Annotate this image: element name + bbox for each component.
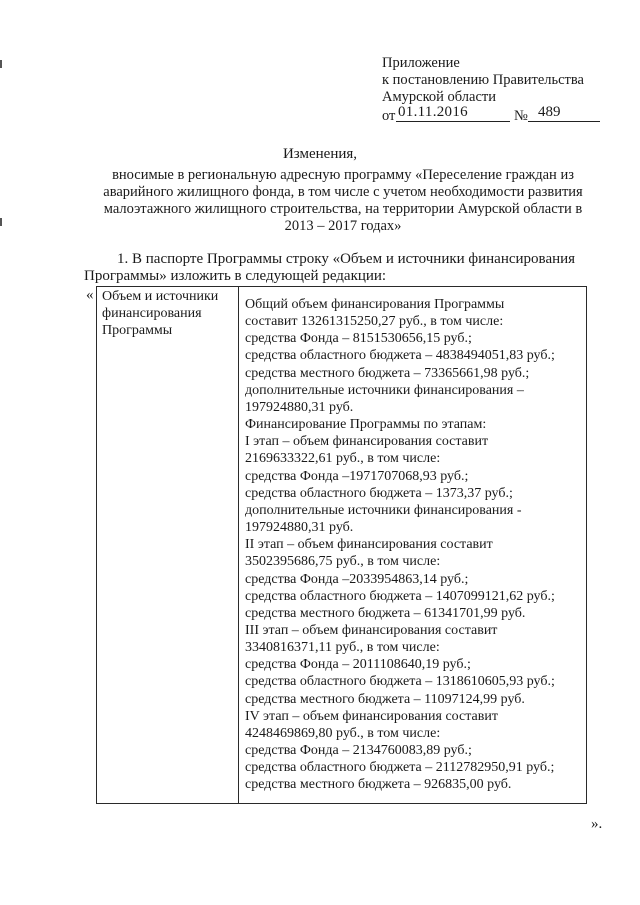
appendix-date-row	[382, 106, 622, 126]
paragraph-line: Программы» изложить в следующей редакции:	[84, 268, 387, 284]
decree-number: 489	[528, 103, 600, 122]
funding-line: 197924880,31 руб.	[245, 520, 354, 536]
funding-line: средства Фонда –1971707068,93 руб.;	[245, 468, 469, 484]
appendix-line: Амурской области	[382, 89, 496, 105]
appendix-line: Приложение	[382, 55, 460, 71]
funding-line: Финансирование Программы по этапам:	[245, 417, 487, 433]
funding-line: IV этап – объем финансирования составит	[245, 708, 498, 724]
funding-line: средства Фонда –2033954863,14 руб.;	[245, 571, 469, 587]
funding-line: составит 13261315250,27 руб., в том числе:	[245, 314, 504, 330]
funding-line: II этап – объем финансирования составит	[245, 537, 493, 553]
row-header-line: Программы	[102, 323, 173, 338]
document-subtitle	[78, 167, 608, 235]
funding-line: 197924880,31 руб.	[245, 399, 354, 415]
closing-quote: ».	[591, 816, 603, 832]
funding-line: 3502395686,75 руб., в том числе:	[245, 554, 441, 570]
opening-quote: «	[86, 287, 94, 303]
funding-line: средства областного бюджета – 1318610605,93 руб.;	[245, 674, 555, 690]
subtitle-line: аварийного жилищного фонда, в том числе с учетом необходимости развития	[103, 184, 583, 200]
funding-line: I этап – объем финансирования составит	[245, 434, 489, 450]
appendix-block	[382, 55, 622, 126]
funding-line: 2169633322,61 руб., в том числе:	[245, 451, 441, 467]
scan-edge-mark	[0, 60, 2, 68]
funding-line: средства местного бюджета – 73365661,98 руб.;	[245, 365, 530, 381]
funding-line: средства Фонда – 2134760083,89 руб.;	[245, 743, 472, 759]
funding-line: III этап – объем финансирования составит	[245, 622, 498, 638]
amendment-paragraph	[84, 251, 604, 285]
row-header-line: финансирования	[102, 306, 202, 321]
funding-table	[96, 286, 587, 804]
funding-line: средства местного бюджета – 11097124,99 руб.	[245, 691, 525, 707]
funding-line: средства областного бюджета – 1373,37 руб.;	[245, 485, 513, 501]
paragraph-line: 1. В паспорте Программы строку «Объем и источники финансирования	[117, 251, 576, 267]
document-title: Изменения,	[282, 146, 358, 162]
funding-line: 3340816371,11 руб., в том числе:	[245, 640, 440, 656]
decree-date: 01.11.2016	[396, 103, 510, 122]
subtitle-line: вносимые в региональную адресную программу «Переселение граждан из	[112, 167, 574, 183]
funding-line: дополнительные источники финансирования -	[245, 502, 522, 518]
funding-line: 4248469869,80 руб., в том числе:	[245, 725, 441, 741]
funding-line: средства Фонда – 8151530656,15 руб.;	[245, 331, 472, 347]
table-row-header	[102, 288, 236, 339]
funding-line: средства местного бюджета – 926835,00 руб.	[245, 777, 512, 793]
funding-line: Общий объем финансирования Программы	[245, 297, 505, 312]
scan-edge-mark	[0, 218, 2, 226]
funding-line: средства местного бюджета – 61341701,99 руб.	[245, 605, 526, 621]
subtitle-line: малоэтажного жилищного строительства, на территории Амурской области в	[103, 201, 583, 217]
table-row-content	[245, 296, 585, 794]
funding-line: средства областного бюджета – 1407099121,62 руб.;	[245, 588, 555, 604]
subtitle-line: 2013 – 2017 годах»	[284, 218, 402, 234]
funding-line: средства Фонда – 2011108640,19 руб.;	[245, 657, 471, 673]
funding-line: средства областного бюджета – 4838494051,83 руб.;	[245, 348, 555, 364]
date-prefix: от	[382, 108, 396, 124]
funding-line: средства областного бюджета – 2112782950,91 руб.;	[245, 760, 555, 776]
appendix-line: к постановлению Правительства	[382, 72, 584, 88]
table-column-divider	[238, 287, 239, 803]
funding-line: дополнительные источники финансирования –	[245, 382, 524, 398]
row-header-line: Объем и источники	[102, 289, 219, 304]
number-label: №	[514, 108, 528, 124]
